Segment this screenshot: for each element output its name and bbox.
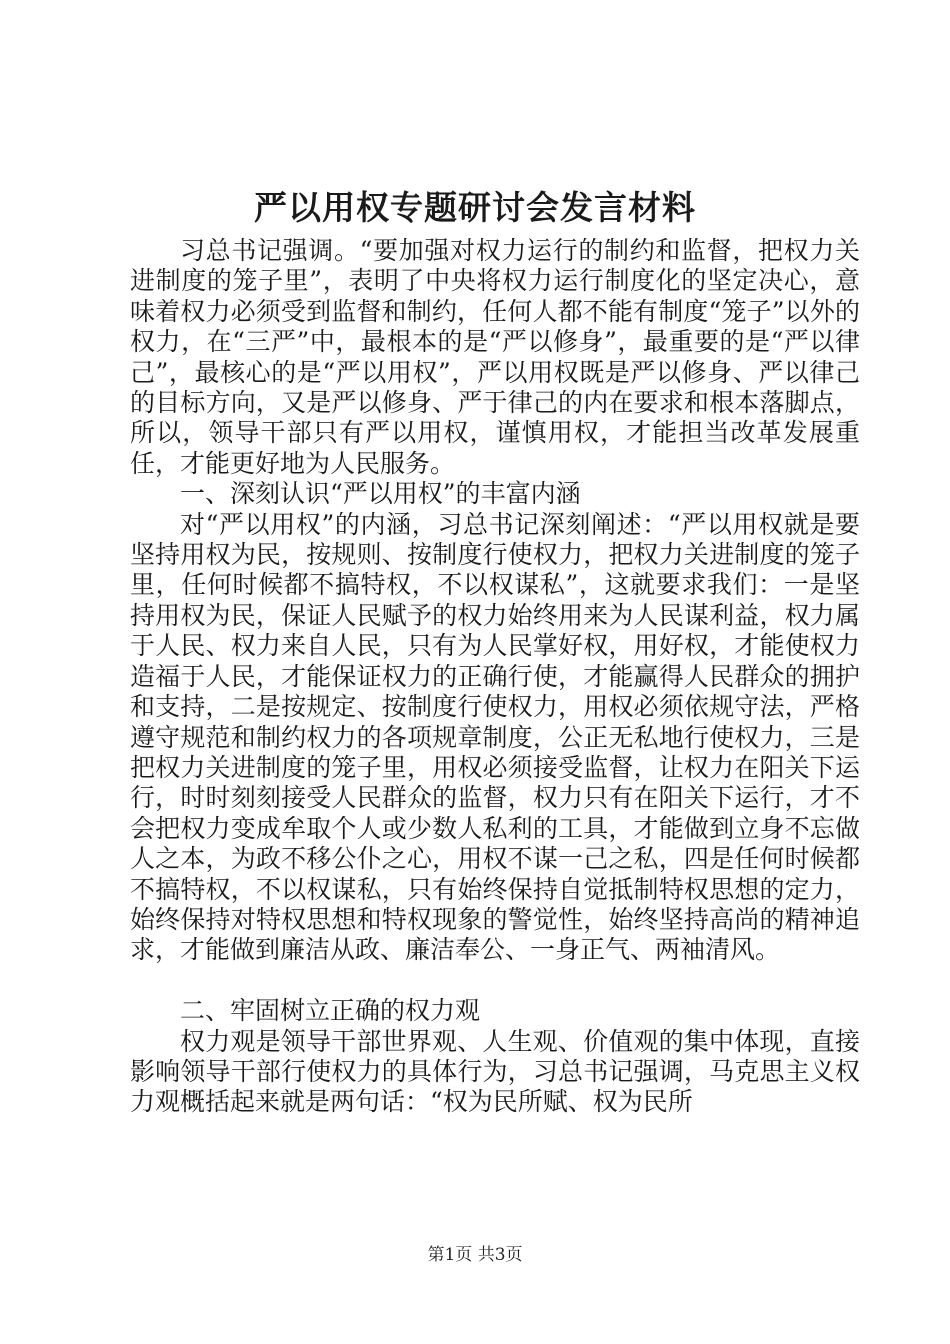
document-body (130, 236, 860, 1118)
page-number-footer: 第1页 共3页 (427, 1245, 523, 1265)
section-heading-2: 二、牢固树立正确的权力观 (180, 996, 481, 1026)
paragraph-spacer (130, 966, 860, 996)
document-title: 严以用权专题研讨会发言材料 (254, 188, 696, 227)
paragraph-section-2: 权力观是领导干部世界观、人生观、价值观的集中体现，直接影响领导干部行使权力的具体行为，习总书记强调，马克思主义权力观概括起来就是两句话：“权为民所赋、权为民所 (130, 1026, 860, 1117)
paragraph-intro: 习总书记强调。“要加强对权力运行的制约和监督，把权力关进制度的笼子里”，表明了中央将权力运行制度化的坚定决心，意味着权力必须受到监督和制约，任何人都不能有制度“笼子”以外的权力，在“三严”中，最根本的是“严以修身”，最重要的是“严以律己”，最核心的是“严以用权”，严以用权既是严以修身、严以律己的目标方向，又是严以修身、严于律己的内在要求和根本落脚点，所以，领导干部只有严以用权，谨慎用权，才能担当改革发展重任，才能更好地为人民服务。 (130, 236, 860, 478)
section-heading-1: 一、深刻认识“严以用权”的丰富内涵 (180, 479, 581, 509)
paragraph-section-1: 对“严以用权”的内涵，习总书记深刻阐述：“严以用权就是要坚持用权为民，按规则、按制度行使权力，把权力关进制度的笼子里，任何时候都不搞特权，不以权谋私”，这就要求我们：一是坚持用权为民，保证人民赋予的权力始终用来为人民谋利益，权力属于人民、权力来自人民，只有为人民掌好权，用好权，才能使权力造福于人民，才能保证权力的正确行使，才能赢得人民群众的拥护和支持，二是按规定、按制度行使权力，用权必须依规守法，严格遵守规范和制约权力的各项规章制度，公正无私地行使权力，三是把权力关进制度的笼子里，用权必须接受监督，让权力在阳关下运行，时时刻刻接受人民群众的监督，权力只有在阳关下运行，才不会把权力变成牟取个人或少数人私利的工具，才能做到立身不忘做人之本，为政不移公仆之心，用权不谋一己之私，四是任何时候都不搞特权，不以权谋私，只有始终保持自觉抵制特权思想的定力，始终保持对特权思想和特权现象的警觉性，始终坚持高尚的精神追求，才能做到廉洁从政、廉洁奉公、一身正气、两袖清风。 (130, 509, 860, 965)
